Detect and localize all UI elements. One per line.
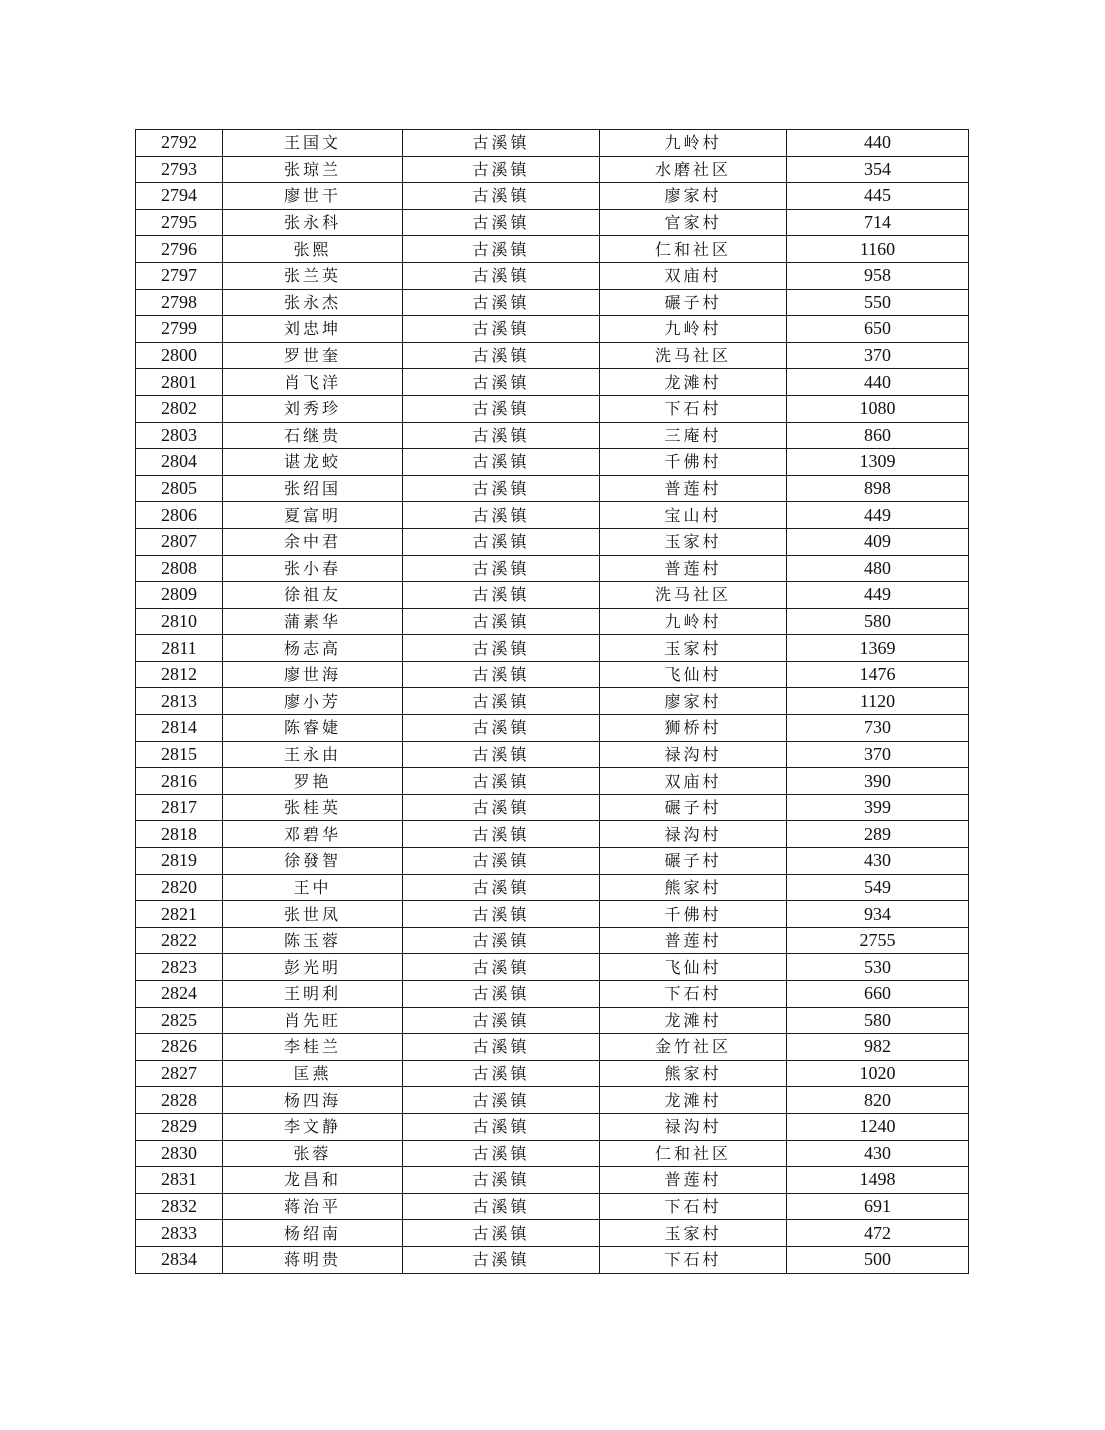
town-cell: 古溪镇 [403, 262, 600, 289]
amount-cell: 898 [787, 475, 969, 502]
person-name-cell: 王中 [223, 874, 403, 901]
table-row [136, 1167, 969, 1194]
serial-number-cell: 2818 [136, 821, 223, 848]
amount-cell: 1080 [787, 395, 969, 422]
person-name-cell: 李桂兰 [223, 1034, 403, 1061]
town-cell: 古溪镇 [403, 130, 600, 157]
village-cell: 千佛村 [600, 449, 787, 476]
person-name-cell: 张蓉 [223, 1140, 403, 1167]
amount-cell: 440 [787, 130, 969, 157]
person-name-cell: 徐祖友 [223, 582, 403, 609]
village-cell: 熊家村 [600, 1060, 787, 1087]
person-name-cell: 张永科 [223, 209, 403, 236]
table-row [136, 289, 969, 316]
person-name-cell: 杨绍南 [223, 1220, 403, 1247]
village-cell: 龙滩村 [600, 1087, 787, 1114]
table-row [136, 236, 969, 263]
amount-cell: 650 [787, 316, 969, 343]
table-row [136, 768, 969, 795]
table-row [136, 449, 969, 476]
village-cell: 仁和社区 [600, 236, 787, 263]
serial-number-cell: 2814 [136, 715, 223, 742]
village-cell: 下石村 [600, 981, 787, 1008]
village-cell: 玉家村 [600, 635, 787, 662]
amount-cell: 714 [787, 209, 969, 236]
amount-cell: 289 [787, 821, 969, 848]
town-cell: 古溪镇 [403, 794, 600, 821]
table-row [136, 1034, 969, 1061]
serial-number-cell: 2793 [136, 156, 223, 183]
person-name-cell: 徐發智 [223, 848, 403, 875]
village-cell: 三庵村 [600, 422, 787, 449]
village-cell: 宝山村 [600, 502, 787, 529]
town-cell: 古溪镇 [403, 582, 600, 609]
person-name-cell: 张兰英 [223, 262, 403, 289]
serial-number-cell: 2797 [136, 262, 223, 289]
serial-number-cell: 2812 [136, 661, 223, 688]
village-cell: 下石村 [600, 1193, 787, 1220]
village-cell: 洗马社区 [600, 582, 787, 609]
table-row [136, 1246, 969, 1273]
serial-number-cell: 2830 [136, 1140, 223, 1167]
table-row [136, 661, 969, 688]
person-name-cell: 匡燕 [223, 1060, 403, 1087]
amount-cell: 934 [787, 901, 969, 928]
serial-number-cell: 2795 [136, 209, 223, 236]
serial-number-cell: 2813 [136, 688, 223, 715]
amount-cell: 1120 [787, 688, 969, 715]
serial-number-cell: 2802 [136, 395, 223, 422]
town-cell: 古溪镇 [403, 1007, 600, 1034]
table-row [136, 555, 969, 582]
amount-cell: 399 [787, 794, 969, 821]
serial-number-cell: 2808 [136, 555, 223, 582]
town-cell: 古溪镇 [403, 1034, 600, 1061]
town-cell: 古溪镇 [403, 1167, 600, 1194]
town-cell: 古溪镇 [403, 821, 600, 848]
village-cell: 普莲村 [600, 1167, 787, 1194]
serial-number-cell: 2806 [136, 502, 223, 529]
village-cell: 玉家村 [600, 1220, 787, 1247]
village-cell: 碾子村 [600, 794, 787, 821]
town-cell: 古溪镇 [403, 608, 600, 635]
village-cell: 下石村 [600, 395, 787, 422]
person-name-cell: 肖飞洋 [223, 369, 403, 396]
town-cell: 古溪镇 [403, 156, 600, 183]
person-name-cell: 陈睿婕 [223, 715, 403, 742]
amount-cell: 1160 [787, 236, 969, 263]
amount-cell: 370 [787, 342, 969, 369]
serial-number-cell: 2794 [136, 183, 223, 210]
town-cell: 古溪镇 [403, 1246, 600, 1273]
village-cell: 狮桥村 [600, 715, 787, 742]
town-cell: 古溪镇 [403, 555, 600, 582]
person-name-cell: 张桂英 [223, 794, 403, 821]
person-name-cell: 蒋明贵 [223, 1246, 403, 1273]
town-cell: 古溪镇 [403, 1193, 600, 1220]
village-cell: 仁和社区 [600, 1140, 787, 1167]
table-row [136, 981, 969, 1008]
person-name-cell: 张世凤 [223, 901, 403, 928]
village-cell: 普莲村 [600, 475, 787, 502]
amount-cell: 691 [787, 1193, 969, 1220]
serial-number-cell: 2809 [136, 582, 223, 609]
town-cell: 古溪镇 [403, 715, 600, 742]
serial-number-cell: 2801 [136, 369, 223, 396]
table-row [136, 1140, 969, 1167]
amount-cell: 2755 [787, 927, 969, 954]
person-name-cell: 廖小芳 [223, 688, 403, 715]
amount-cell: 472 [787, 1220, 969, 1247]
table-row [136, 395, 969, 422]
amount-cell: 550 [787, 289, 969, 316]
village-cell: 碾子村 [600, 848, 787, 875]
village-cell: 金竹社区 [600, 1034, 787, 1061]
serial-number-cell: 2829 [136, 1113, 223, 1140]
person-name-cell: 李文静 [223, 1113, 403, 1140]
serial-number-cell: 2828 [136, 1087, 223, 1114]
person-name-cell: 王永由 [223, 741, 403, 768]
amount-cell: 1498 [787, 1167, 969, 1194]
town-cell: 古溪镇 [403, 688, 600, 715]
town-cell: 古溪镇 [403, 981, 600, 1008]
serial-number-cell: 2817 [136, 794, 223, 821]
table-row [136, 369, 969, 396]
amount-cell: 660 [787, 981, 969, 1008]
village-cell: 洗马社区 [600, 342, 787, 369]
town-cell: 古溪镇 [403, 768, 600, 795]
village-cell: 廖家村 [600, 688, 787, 715]
village-cell: 水磨社区 [600, 156, 787, 183]
serial-number-cell: 2799 [136, 316, 223, 343]
village-cell: 廖家村 [600, 183, 787, 210]
person-name-cell: 谌龙蛟 [223, 449, 403, 476]
village-cell: 下石村 [600, 1246, 787, 1273]
person-name-cell: 刘忠坤 [223, 316, 403, 343]
town-cell: 古溪镇 [403, 1220, 600, 1247]
town-cell: 古溪镇 [403, 236, 600, 263]
serial-number-cell: 2827 [136, 1060, 223, 1087]
serial-number-cell: 2833 [136, 1220, 223, 1247]
table-row [136, 715, 969, 742]
amount-cell: 580 [787, 608, 969, 635]
amount-cell: 445 [787, 183, 969, 210]
town-cell: 古溪镇 [403, 395, 600, 422]
town-cell: 古溪镇 [403, 1087, 600, 1114]
village-cell: 禄沟村 [600, 741, 787, 768]
table-row [136, 156, 969, 183]
table-row [136, 582, 969, 609]
person-name-cell: 陈玉蓉 [223, 927, 403, 954]
town-cell: 古溪镇 [403, 369, 600, 396]
table-row [136, 475, 969, 502]
table-row [136, 1087, 969, 1114]
town-cell: 古溪镇 [403, 449, 600, 476]
amount-cell: 390 [787, 768, 969, 795]
person-name-cell: 肖先旺 [223, 1007, 403, 1034]
town-cell: 古溪镇 [403, 741, 600, 768]
amount-cell: 580 [787, 1007, 969, 1034]
town-cell: 古溪镇 [403, 183, 600, 210]
serial-number-cell: 2832 [136, 1193, 223, 1220]
amount-cell: 1476 [787, 661, 969, 688]
town-cell: 古溪镇 [403, 901, 600, 928]
serial-number-cell: 2805 [136, 475, 223, 502]
person-name-cell: 张小春 [223, 555, 403, 582]
table-row [136, 688, 969, 715]
town-cell: 古溪镇 [403, 635, 600, 662]
serial-number-cell: 2810 [136, 608, 223, 635]
table-row [136, 1220, 969, 1247]
serial-number-cell: 2811 [136, 635, 223, 662]
serial-number-cell: 2826 [136, 1034, 223, 1061]
serial-number-cell: 2816 [136, 768, 223, 795]
town-cell: 古溪镇 [403, 848, 600, 875]
amount-cell: 500 [787, 1246, 969, 1273]
serial-number-cell: 2796 [136, 236, 223, 263]
serial-number-cell: 2824 [136, 981, 223, 1008]
table-row [136, 342, 969, 369]
amount-cell: 354 [787, 156, 969, 183]
table-body [136, 130, 969, 1274]
amount-cell: 1369 [787, 635, 969, 662]
amount-cell: 449 [787, 582, 969, 609]
serial-number-cell: 2815 [136, 741, 223, 768]
table-row [136, 901, 969, 928]
table-row [136, 1007, 969, 1034]
village-cell: 官家村 [600, 209, 787, 236]
serial-number-cell: 2834 [136, 1246, 223, 1273]
town-cell: 古溪镇 [403, 475, 600, 502]
serial-number-cell: 2800 [136, 342, 223, 369]
amount-cell: 1309 [787, 449, 969, 476]
serial-number-cell: 2792 [136, 130, 223, 157]
person-name-cell: 余中君 [223, 528, 403, 555]
serial-number-cell: 2804 [136, 449, 223, 476]
person-name-cell: 罗世奎 [223, 342, 403, 369]
village-cell: 飞仙村 [600, 954, 787, 981]
person-name-cell: 张琼兰 [223, 156, 403, 183]
person-name-cell: 夏富明 [223, 502, 403, 529]
person-name-cell: 石继贵 [223, 422, 403, 449]
village-cell: 双庙村 [600, 262, 787, 289]
amount-cell: 370 [787, 741, 969, 768]
town-cell: 古溪镇 [403, 661, 600, 688]
town-cell: 古溪镇 [403, 954, 600, 981]
amount-cell: 860 [787, 422, 969, 449]
amount-cell: 430 [787, 1140, 969, 1167]
table-row [136, 821, 969, 848]
table-row [136, 183, 969, 210]
town-cell: 古溪镇 [403, 927, 600, 954]
town-cell: 古溪镇 [403, 209, 600, 236]
person-name-cell: 蒲素华 [223, 608, 403, 635]
person-name-cell: 王明利 [223, 981, 403, 1008]
person-name-cell: 杨志高 [223, 635, 403, 662]
table-row [136, 1060, 969, 1087]
serial-number-cell: 2798 [136, 289, 223, 316]
table-row [136, 954, 969, 981]
village-cell: 玉家村 [600, 528, 787, 555]
amount-cell: 549 [787, 874, 969, 901]
town-cell: 古溪镇 [403, 422, 600, 449]
serial-number-cell: 2819 [136, 848, 223, 875]
amount-cell: 982 [787, 1034, 969, 1061]
village-cell: 千佛村 [600, 901, 787, 928]
person-name-cell: 廖世海 [223, 661, 403, 688]
table-row [136, 741, 969, 768]
town-cell: 古溪镇 [403, 1060, 600, 1087]
serial-number-cell: 2820 [136, 874, 223, 901]
amount-cell: 449 [787, 502, 969, 529]
person-name-cell: 杨四海 [223, 1087, 403, 1114]
amount-cell: 1020 [787, 1060, 969, 1087]
village-cell: 九岭村 [600, 608, 787, 635]
serial-number-cell: 2825 [136, 1007, 223, 1034]
serial-number-cell: 2821 [136, 901, 223, 928]
person-name-cell: 蒋治平 [223, 1193, 403, 1220]
amount-cell: 440 [787, 369, 969, 396]
village-cell: 熊家村 [600, 874, 787, 901]
amount-cell: 1240 [787, 1113, 969, 1140]
amount-cell: 958 [787, 262, 969, 289]
village-cell: 龙滩村 [600, 369, 787, 396]
table-row [136, 422, 969, 449]
amount-cell: 480 [787, 555, 969, 582]
amount-cell: 730 [787, 715, 969, 742]
village-cell: 飞仙村 [600, 661, 787, 688]
person-name-cell: 廖世干 [223, 183, 403, 210]
town-cell: 古溪镇 [403, 316, 600, 343]
town-cell: 古溪镇 [403, 289, 600, 316]
village-cell: 禄沟村 [600, 1113, 787, 1140]
table-row [136, 635, 969, 662]
town-cell: 古溪镇 [403, 874, 600, 901]
table-row [136, 502, 969, 529]
person-name-cell: 刘秀珍 [223, 395, 403, 422]
table-row [136, 130, 969, 157]
person-name-cell: 邓碧华 [223, 821, 403, 848]
serial-number-cell: 2831 [136, 1167, 223, 1194]
town-cell: 古溪镇 [403, 1113, 600, 1140]
person-name-cell: 龙昌和 [223, 1167, 403, 1194]
village-cell: 九岭村 [600, 130, 787, 157]
serial-number-cell: 2823 [136, 954, 223, 981]
amount-cell: 530 [787, 954, 969, 981]
person-name-cell: 张熙 [223, 236, 403, 263]
serial-number-cell: 2822 [136, 927, 223, 954]
table-row [136, 316, 969, 343]
table-row [136, 794, 969, 821]
town-cell: 古溪镇 [403, 528, 600, 555]
village-cell: 碾子村 [600, 289, 787, 316]
table-row [136, 262, 969, 289]
person-name-cell: 罗艳 [223, 768, 403, 795]
town-cell: 古溪镇 [403, 1140, 600, 1167]
village-cell: 九岭村 [600, 316, 787, 343]
village-cell: 普莲村 [600, 927, 787, 954]
table-row [136, 874, 969, 901]
table-row [136, 528, 969, 555]
table-row [136, 608, 969, 635]
person-name-cell: 张永杰 [223, 289, 403, 316]
table-row [136, 1193, 969, 1220]
amount-cell: 430 [787, 848, 969, 875]
village-cell: 禄沟村 [600, 821, 787, 848]
town-cell: 古溪镇 [403, 502, 600, 529]
person-name-cell: 彭光明 [223, 954, 403, 981]
town-cell: 古溪镇 [403, 342, 600, 369]
table-row [136, 1113, 969, 1140]
amount-cell: 820 [787, 1087, 969, 1114]
table-row [136, 209, 969, 236]
table-row [136, 848, 969, 875]
person-name-cell: 张绍国 [223, 475, 403, 502]
amount-cell: 409 [787, 528, 969, 555]
village-cell: 双庙村 [600, 768, 787, 795]
village-cell: 龙滩村 [600, 1007, 787, 1034]
village-cell: 普莲村 [600, 555, 787, 582]
data-table [135, 129, 969, 1274]
serial-number-cell: 2803 [136, 422, 223, 449]
serial-number-cell: 2807 [136, 528, 223, 555]
person-name-cell: 王国文 [223, 130, 403, 157]
table-row [136, 927, 969, 954]
